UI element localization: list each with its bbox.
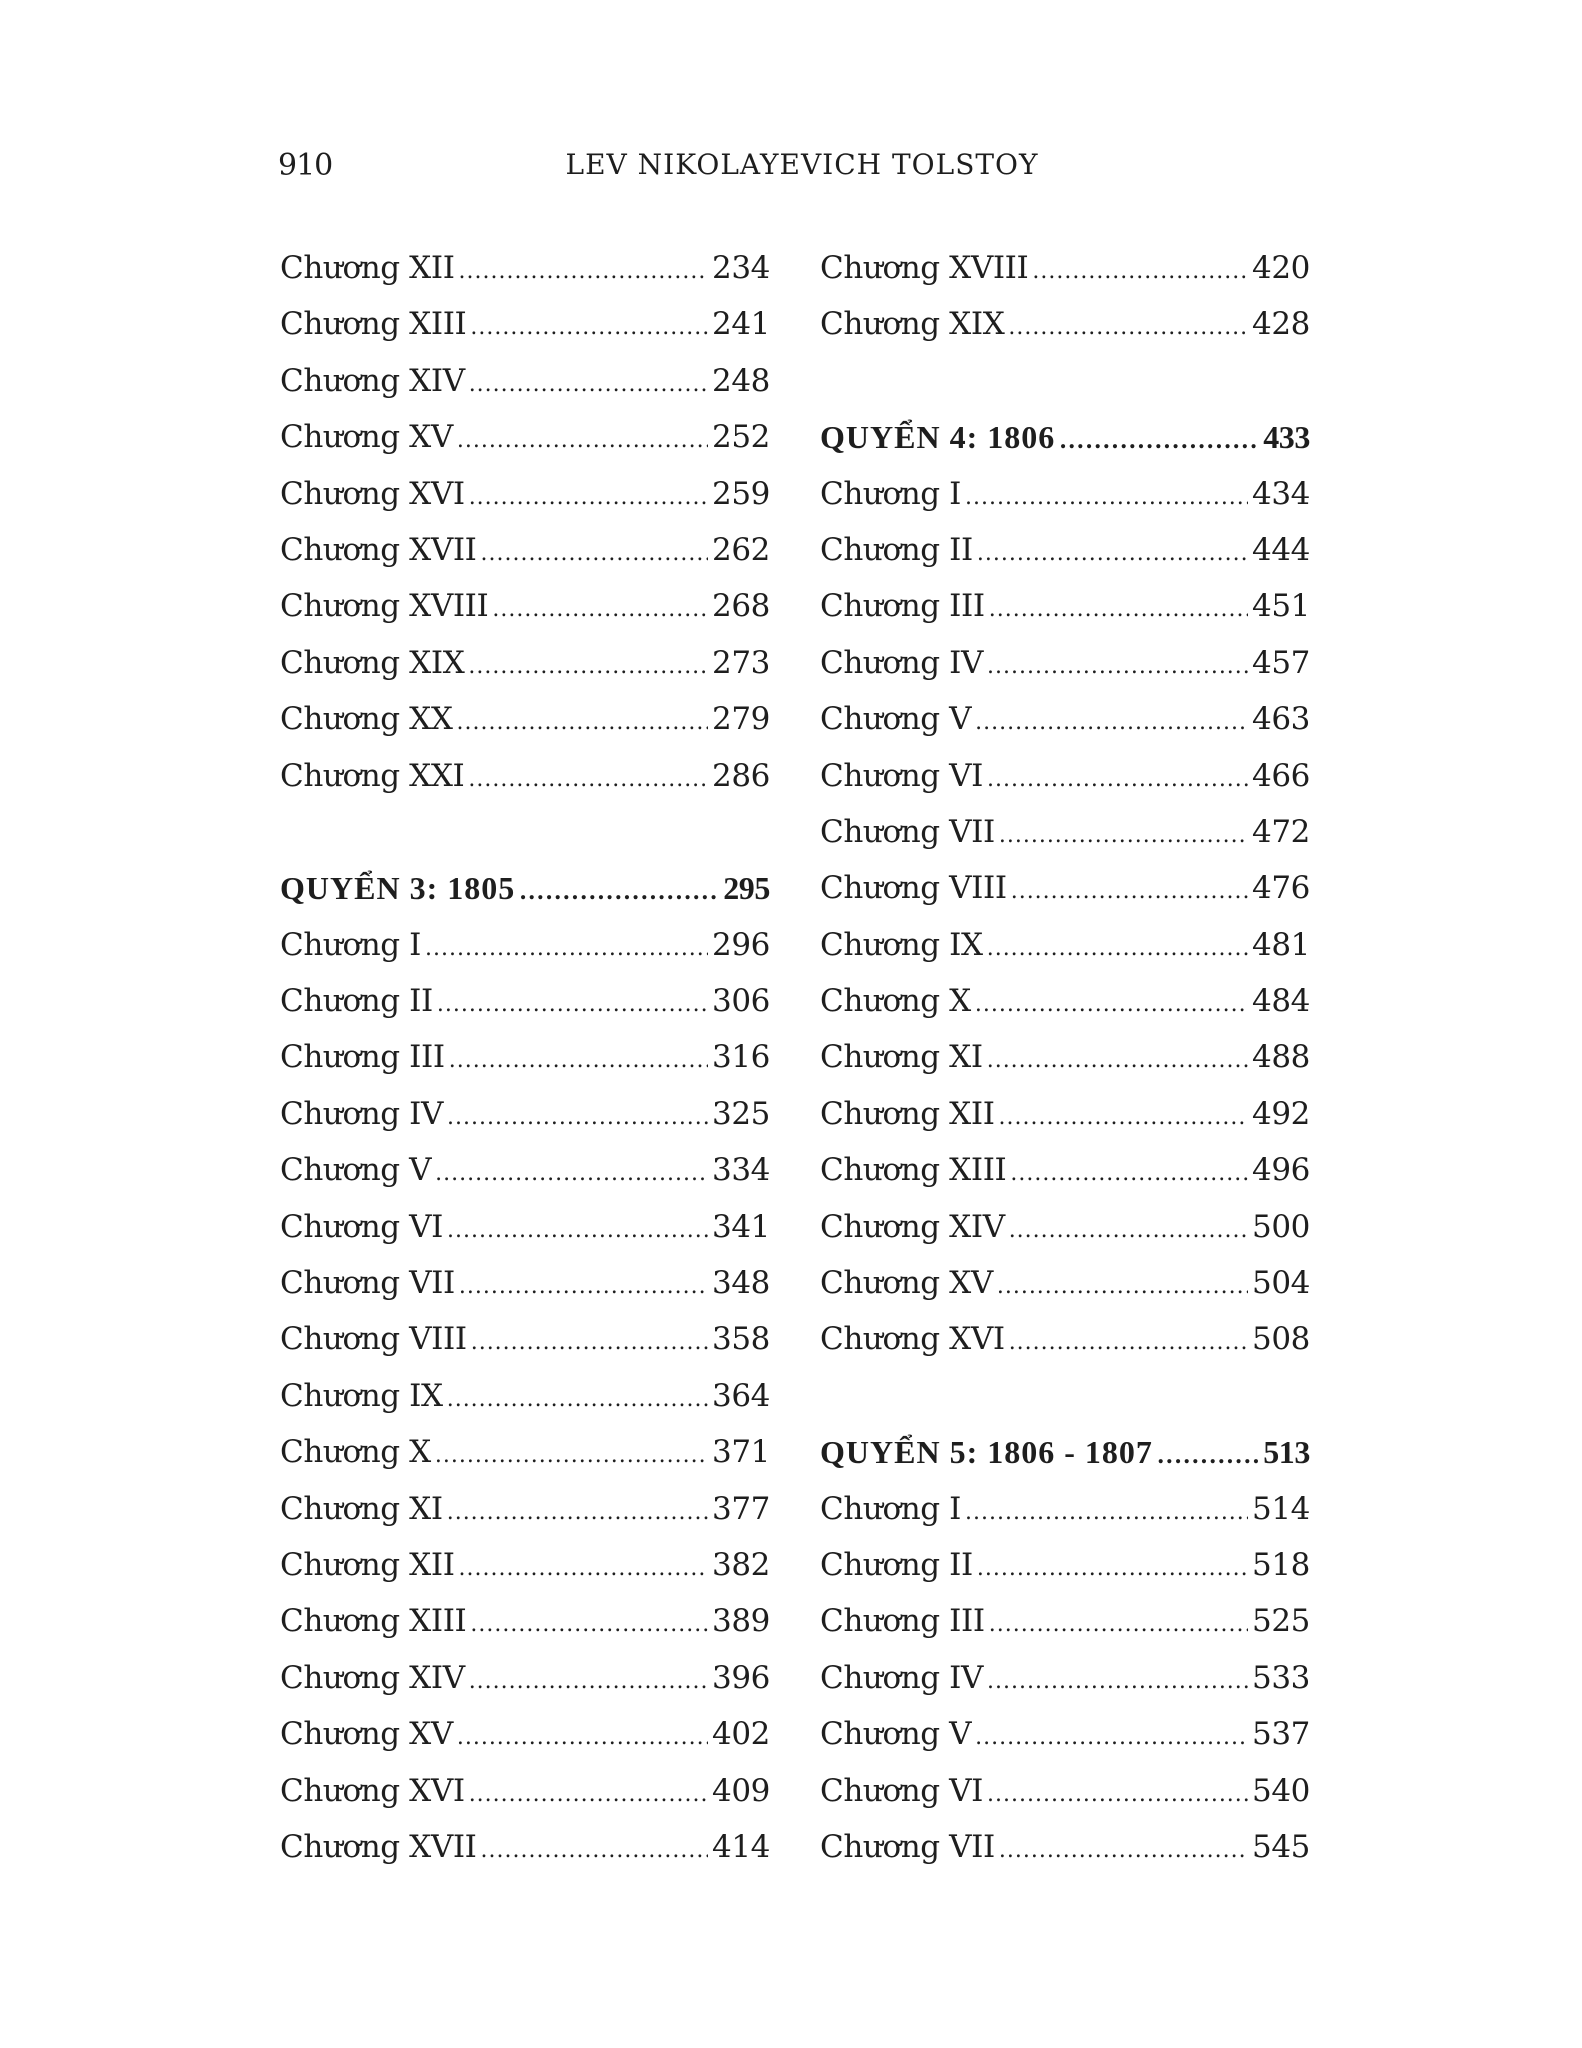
page-ref: 262 [712, 531, 770, 568]
chapter-title: Chương XIII [280, 1603, 467, 1640]
chapter-title: Chương II [820, 1546, 973, 1583]
dot-leader [468, 639, 708, 695]
toc-entry [820, 1819, 1310, 1875]
toc-entry [280, 522, 770, 578]
chapter-title: Chương VI [820, 1772, 984, 1809]
page-ref: 348 [712, 1265, 770, 1302]
chapter-title: Chương XIII [820, 1152, 1007, 1189]
toc-entry [820, 1537, 1310, 1593]
page-ref: 484 [1252, 983, 1310, 1020]
dot-leader [975, 695, 1248, 751]
dot-leader [999, 808, 1248, 864]
page-ref: 268 [712, 588, 770, 625]
page-ref: 434 [1252, 475, 1310, 512]
toc-entry [280, 1311, 770, 1367]
chapter-title: Chương XV [280, 1716, 453, 1753]
page-ref: 514 [1252, 1490, 1310, 1527]
chapter-title: Chương XIX [280, 644, 465, 681]
toc-entry [280, 1593, 770, 1649]
part-title: QUYỂN 5: 1806 - 1807 [820, 1434, 1153, 1471]
toc-entry [280, 466, 770, 522]
chapter-title: Chương V [820, 701, 972, 738]
chapter-title: Chương X [280, 1434, 431, 1471]
page-ref: 377 [712, 1490, 770, 1527]
dot-leader [1010, 1146, 1248, 1202]
page-ref: 488 [1252, 1039, 1310, 1076]
toc-entry [820, 917, 1310, 973]
toc-entry [280, 1706, 770, 1762]
dot-leader [449, 1033, 708, 1089]
page-ref: 396 [712, 1659, 770, 1696]
dot-leader [481, 1823, 708, 1879]
dot-leader [987, 1033, 1248, 1089]
dot-leader [989, 582, 1248, 638]
dot-leader [997, 1259, 1248, 1315]
page-ref: 420 [1252, 250, 1310, 286]
toc-entry [280, 1142, 770, 1198]
chapter-title: Chương XVI [280, 475, 465, 512]
page-ref: 306 [712, 983, 770, 1020]
toc-entry [820, 1029, 1310, 1085]
running-head: LEV NIKOLAYEVICH TOLSTOY [565, 148, 1039, 181]
chapter-title: Chương VIII [820, 870, 1007, 907]
page-ref: 463 [1252, 701, 1310, 738]
toc-entry [280, 1537, 770, 1593]
page-ref: 341 [712, 1208, 770, 1245]
chapter-title: Chương XII [280, 250, 455, 286]
chapter-title: Chương XVII [280, 531, 477, 568]
page-ref: 414 [712, 1828, 770, 1865]
page-ref: 248 [712, 362, 770, 399]
toc-spacer [280, 804, 770, 860]
page-ref: 508 [1252, 1321, 1310, 1358]
page-number: 910 [278, 148, 333, 183]
page-ref: 241 [712, 306, 770, 343]
page-ref: 457 [1252, 644, 1310, 681]
toc-entry [820, 1481, 1310, 1537]
page-ref: 537 [1252, 1716, 1310, 1753]
toc-entry [820, 296, 1310, 352]
toc-entry [820, 240, 1310, 296]
page-ref: 525 [1252, 1603, 1310, 1640]
dot-leader [459, 1541, 708, 1597]
dot-leader [457, 695, 708, 751]
toc-entry [820, 1593, 1310, 1649]
toc-entry [280, 1481, 770, 1537]
chapter-title: Chương XVIII [280, 588, 489, 625]
chapter-title: Chương XIX [820, 306, 1005, 343]
page-ref: 533 [1252, 1659, 1310, 1696]
toc-entry [280, 973, 770, 1029]
dot-leader [481, 526, 708, 582]
page-ref: 466 [1252, 757, 1310, 794]
chapter-title: Chương XII [280, 1546, 455, 1583]
toc-entry [820, 748, 1310, 804]
dot-leader [457, 413, 708, 469]
dot-leader [425, 921, 708, 977]
toc-entry [820, 578, 1310, 634]
toc-entry [280, 1424, 770, 1480]
chapter-title: Chương I [820, 1490, 962, 1527]
toc-entry [820, 1650, 1310, 1706]
dot-leader [437, 977, 708, 1033]
chapter-title: Chương III [820, 1603, 985, 1640]
dot-leader [447, 1203, 708, 1259]
toc-entry [820, 1706, 1310, 1762]
page-ref: 402 [712, 1716, 770, 1753]
toc-entry [280, 1199, 770, 1255]
dot-leader [977, 526, 1248, 582]
page-ref: 279 [712, 701, 770, 738]
page-ref: 358 [712, 1321, 770, 1358]
chapter-title: Chương II [280, 983, 433, 1020]
toc-spacer [820, 1368, 1310, 1424]
toc-entry [280, 1819, 770, 1875]
page-ref: 540 [1252, 1772, 1310, 1809]
dot-leader [492, 582, 708, 638]
chapter-title: Chương XIV [280, 1659, 465, 1696]
page-ref: 433 [1263, 419, 1310, 456]
toc-entry [820, 635, 1310, 691]
chapter-title: Chương XX [280, 701, 453, 738]
toc-entry [280, 1368, 770, 1424]
chapter-title: Chương XVI [820, 1321, 1005, 1358]
chapter-title: Chương XIV [280, 362, 465, 399]
chapter-title: Chương IX [280, 1377, 443, 1414]
dot-leader [447, 1090, 708, 1146]
chapter-title: Chương XVI [280, 1772, 465, 1809]
dot-leader [468, 752, 708, 808]
chapter-title: Chương VII [820, 1828, 995, 1865]
toc-column-left [280, 240, 770, 1875]
chapter-title: Chương III [280, 1039, 445, 1076]
toc-entry [820, 1255, 1310, 1311]
page-ref: 545 [1252, 1828, 1310, 1865]
dot-leader [435, 1146, 708, 1202]
page-ref: 364 [712, 1377, 770, 1414]
dot-leader [999, 1823, 1248, 1879]
chapter-title: Chương XVII [280, 1828, 477, 1865]
page-ref: 428 [1252, 306, 1310, 343]
dot-leader [519, 864, 719, 920]
dot-leader [1157, 1428, 1259, 1484]
page-ref: 481 [1252, 926, 1310, 963]
toc-entry [820, 1142, 1310, 1198]
toc-entry [280, 635, 770, 691]
toc-entry [280, 748, 770, 804]
chapter-title: Chương V [280, 1152, 432, 1189]
dot-leader [469, 357, 708, 413]
chapter-title: Chương VII [820, 813, 995, 850]
dot-leader [459, 244, 708, 300]
dot-leader [471, 1315, 708, 1371]
dot-leader [999, 1090, 1248, 1146]
toc-entry [820, 1311, 1310, 1367]
chapter-title: Chương V [820, 1716, 972, 1753]
dot-leader [447, 1485, 708, 1541]
toc-spacer [820, 353, 1310, 409]
page-ref: 389 [712, 1603, 770, 1640]
toc-entry [820, 466, 1310, 522]
chapter-title: Chương III [820, 588, 985, 625]
dot-leader [987, 639, 1248, 695]
chapter-title: Chương IV [820, 644, 984, 681]
chapter-title: Chương IV [820, 1659, 984, 1696]
chapter-title: Chương IX [820, 926, 983, 963]
dot-leader [987, 1654, 1248, 1710]
toc-entry [280, 240, 770, 296]
chapter-title: Chương XV [280, 419, 453, 456]
dot-leader [1011, 864, 1248, 920]
toc-entry [820, 973, 1310, 1029]
chapter-title: Chương XII [820, 1095, 995, 1132]
chapter-title: Chương XVIII [820, 250, 1029, 286]
toc-part-heading [280, 860, 770, 916]
dot-leader [1008, 300, 1248, 356]
toc-entry [820, 1763, 1310, 1819]
dot-leader [435, 1428, 708, 1484]
page-ref: 513 [1263, 1434, 1310, 1471]
dot-leader [989, 1597, 1248, 1653]
toc-entry [280, 1255, 770, 1311]
dot-leader [975, 1710, 1248, 1766]
chapter-title: Chương XI [280, 1490, 443, 1527]
dot-leader [1032, 244, 1248, 300]
toc-entry [280, 353, 770, 409]
part-title: QUYỂN 3: 1805 [280, 870, 516, 907]
toc-entry [280, 296, 770, 352]
page-ref: 492 [1252, 1095, 1310, 1132]
dot-leader [1009, 1315, 1248, 1371]
chapter-title: Chương XV [820, 1265, 993, 1302]
dot-leader [470, 300, 708, 356]
page-ref: 504 [1252, 1265, 1310, 1302]
page-ref: 325 [712, 1095, 770, 1132]
page-ref: 286 [712, 757, 770, 794]
chapter-title: Chương VIII [280, 1321, 467, 1358]
toc-entry [820, 1199, 1310, 1255]
chapter-title: Chương I [280, 926, 422, 963]
dot-leader [977, 1541, 1248, 1597]
dot-leader [470, 1597, 708, 1653]
page-ref: 371 [712, 1434, 770, 1471]
page-ref: 252 [712, 419, 770, 456]
page-ref: 472 [1252, 813, 1310, 850]
dot-leader [987, 752, 1248, 808]
chapter-title: Chương XI [820, 1039, 983, 1076]
toc-entry [820, 522, 1310, 578]
page-ref: 500 [1252, 1208, 1310, 1245]
page-ref: 273 [712, 644, 770, 681]
page-ref: 316 [712, 1039, 770, 1076]
page-ref: 409 [712, 1772, 770, 1809]
part-title: QUYỂN 4: 1806 [820, 419, 1056, 456]
chapter-title: Chương XXI [280, 757, 465, 794]
dot-leader [447, 1372, 708, 1428]
toc-entry [280, 1086, 770, 1142]
dot-leader [965, 1485, 1248, 1541]
page-ref: 296 [712, 926, 770, 963]
toc-entry [820, 804, 1310, 860]
chapter-title: Chương VI [280, 1208, 444, 1245]
page-ref: 234 [712, 250, 770, 286]
page-ref: 496 [1252, 1152, 1310, 1189]
page-ref: 518 [1252, 1546, 1310, 1583]
chapter-title: Chương X [820, 983, 971, 1020]
dot-leader [459, 1259, 708, 1315]
page-ref: 444 [1252, 531, 1310, 568]
dot-leader [457, 1710, 708, 1766]
toc-entry [280, 409, 770, 465]
dot-leader [1009, 1203, 1248, 1259]
dot-leader [975, 977, 1248, 1033]
page-ref: 476 [1252, 870, 1310, 907]
toc-entry [820, 1086, 1310, 1142]
page-ref: 334 [712, 1152, 770, 1189]
chapter-title: Chương IV [280, 1095, 444, 1132]
page-ref: 382 [712, 1546, 770, 1583]
chapter-title: Chương VI [820, 757, 984, 794]
dot-leader [469, 470, 708, 526]
chapter-title: Chương II [820, 531, 973, 568]
chapter-title: Chương VII [280, 1265, 455, 1302]
dot-leader [469, 1767, 708, 1823]
dot-leader [469, 1654, 708, 1710]
toc-part-heading [820, 409, 1310, 465]
page-ref: 451 [1252, 588, 1310, 625]
toc-entry [280, 1029, 770, 1085]
toc-entry [280, 1650, 770, 1706]
page-ref: 295 [723, 870, 770, 907]
toc-entry [280, 691, 770, 747]
toc-entry [820, 860, 1310, 916]
chapter-title: Chương XIV [820, 1208, 1005, 1245]
toc-entry [280, 1763, 770, 1819]
chapter-title: Chương XIII [280, 306, 467, 343]
page-ref: 259 [712, 475, 770, 512]
dot-leader [987, 1767, 1248, 1823]
toc-entry [820, 691, 1310, 747]
dot-leader [987, 921, 1248, 977]
toc-part-heading [820, 1424, 1310, 1480]
toc-entry [280, 917, 770, 973]
toc-column-right [820, 240, 1310, 1875]
dot-leader [1059, 413, 1259, 469]
chapter-title: Chương I [820, 475, 962, 512]
dot-leader [965, 470, 1248, 526]
toc-entry [280, 578, 770, 634]
